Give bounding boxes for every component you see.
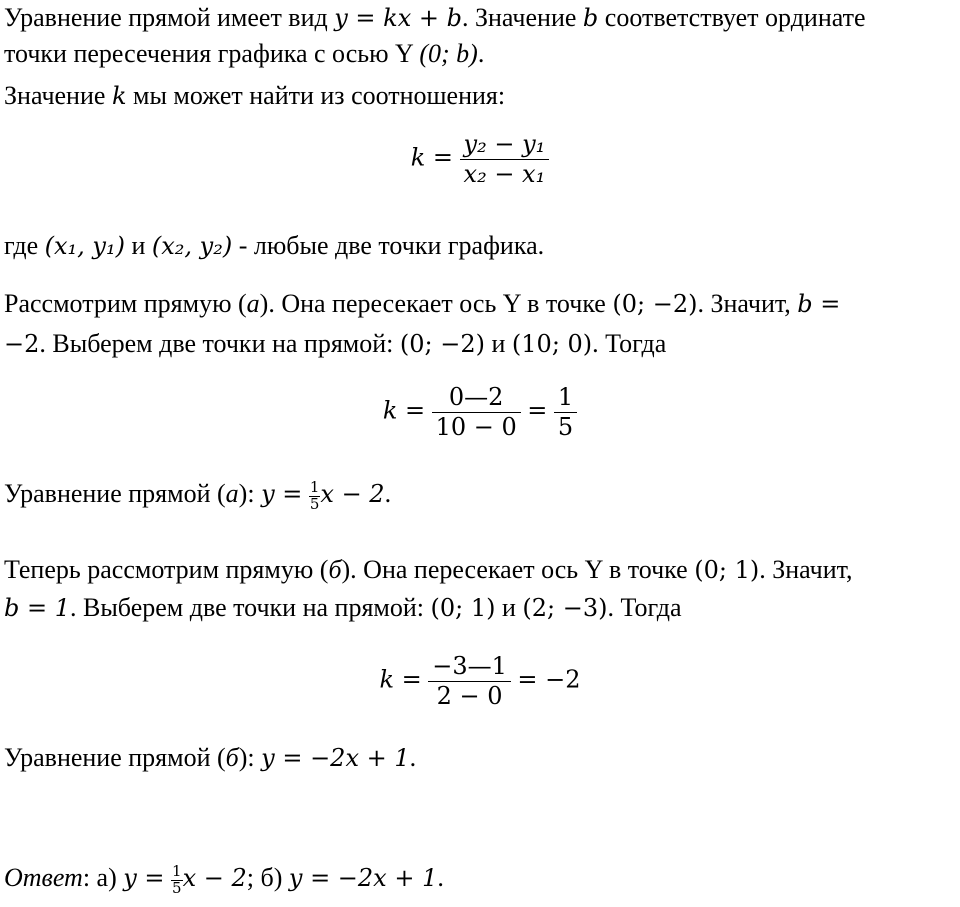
text: . xyxy=(437,863,444,892)
equation-tail: x − 2 xyxy=(320,480,385,508)
point-1: (x₁, y₁) xyxy=(44,232,125,260)
text: мы может найти из соотношения: xyxy=(132,81,506,110)
point-1: (0; 1) xyxy=(430,594,496,622)
text: ). Она пересекает ось Y в точке xyxy=(259,289,606,318)
intro-line-2 xyxy=(4,38,484,69)
point: (0; −2) xyxy=(612,290,698,318)
point-2: (x₂, y₂) xyxy=(151,232,233,260)
intro-line-3 xyxy=(4,80,505,111)
text: . Значение xyxy=(461,3,577,32)
equation-tail: x − 2 xyxy=(182,864,247,892)
answer-label: Ответ xyxy=(4,863,83,892)
point: (0; 1) xyxy=(694,556,760,584)
equation: y = xyxy=(261,480,303,508)
text: . Выберем две точки на прямой: xyxy=(70,593,425,622)
text: . Тогда xyxy=(607,593,682,622)
numerator: 1 xyxy=(557,383,574,411)
denominator: 5 xyxy=(172,878,182,897)
equation: y = −2x + 1 xyxy=(288,864,438,892)
text: Уравнение прямой ( xyxy=(4,479,226,508)
slope-formula xyxy=(0,130,960,189)
line-a-1 xyxy=(4,288,840,319)
label: а xyxy=(246,289,260,318)
small-fraction xyxy=(309,477,321,513)
numerator: 0—2 xyxy=(448,383,504,411)
line-a-2 xyxy=(4,328,666,359)
equation: y = kx + b xyxy=(334,4,462,32)
text: . xyxy=(384,479,392,508)
fraction xyxy=(428,652,511,711)
slope-calc-a xyxy=(0,383,960,442)
text: ). Она пересекает ось Y в точке xyxy=(341,555,688,584)
equation: b = xyxy=(797,290,841,318)
slope-calc-b xyxy=(0,652,960,711)
intro-line-1 xyxy=(4,2,866,33)
denominator: x₂ − x₁ xyxy=(460,159,550,189)
text: - любые две точки графика. xyxy=(232,231,545,260)
numerator: 1 xyxy=(309,477,320,496)
variable: b xyxy=(582,4,599,32)
label: а xyxy=(225,479,239,508)
text: . xyxy=(409,743,417,772)
small-fraction xyxy=(171,861,183,897)
denominator: 10 − 0 xyxy=(432,412,521,442)
formula-lhs: k = xyxy=(382,396,426,425)
formula-lhs: k = xyxy=(379,665,422,694)
denominator: 5 xyxy=(309,494,320,513)
text: . Значит, xyxy=(697,289,791,318)
where-line xyxy=(4,230,544,261)
denominator: 2 − 0 xyxy=(428,681,511,711)
text: соответствует ординате xyxy=(604,3,866,32)
fraction xyxy=(432,383,521,442)
variable: k xyxy=(111,82,127,110)
equals: = xyxy=(527,396,548,425)
label: б xyxy=(328,555,342,584)
text: Уравнение прямой ( xyxy=(4,743,226,772)
numerator: 1 xyxy=(172,861,182,880)
fraction xyxy=(460,130,550,189)
text: где xyxy=(4,231,39,260)
text: ): xyxy=(238,743,255,772)
numerator: y₂ − y₁ xyxy=(463,130,546,158)
text: и xyxy=(491,329,506,358)
text: . Выберем две точки на прямой: xyxy=(39,329,394,358)
fraction-result xyxy=(554,383,577,442)
value: −2 xyxy=(4,330,40,358)
text: . xyxy=(477,39,485,68)
point-2: (2; −3) xyxy=(522,594,608,622)
text: Теперь рассмотрим прямую ( xyxy=(4,555,329,584)
equation: y = −2x + 1 xyxy=(261,744,410,772)
point-2: (10; 0) xyxy=(511,330,593,358)
equation: y = xyxy=(123,864,165,892)
text: Значение xyxy=(4,81,106,110)
result: = −2 xyxy=(517,665,581,694)
line-b-2 xyxy=(4,592,682,623)
text: точки пересечения графика с осью Y xyxy=(4,39,413,68)
formula-lhs: k = xyxy=(410,143,454,172)
point-1: (0; −2) xyxy=(399,330,485,358)
label: б xyxy=(225,743,239,772)
text: Рассмотрим прямую ( xyxy=(4,289,247,318)
text: Уравнение прямой имеет вид xyxy=(4,3,328,32)
text: ): xyxy=(238,479,255,508)
denominator: 5 xyxy=(554,412,577,442)
text: ; б) xyxy=(246,863,283,892)
numerator: −3—1 xyxy=(432,652,507,680)
equation: b = 1 xyxy=(4,594,70,622)
text: : а) xyxy=(82,863,117,892)
text: и xyxy=(502,593,516,622)
result-b xyxy=(4,742,416,773)
answer-line xyxy=(4,862,444,896)
result-a xyxy=(4,478,391,512)
point: (0; b) xyxy=(419,39,478,68)
line-b-1 xyxy=(4,554,853,585)
text: и xyxy=(131,231,146,260)
text: . Значит, xyxy=(759,555,853,584)
text: . Тогда xyxy=(592,329,667,358)
